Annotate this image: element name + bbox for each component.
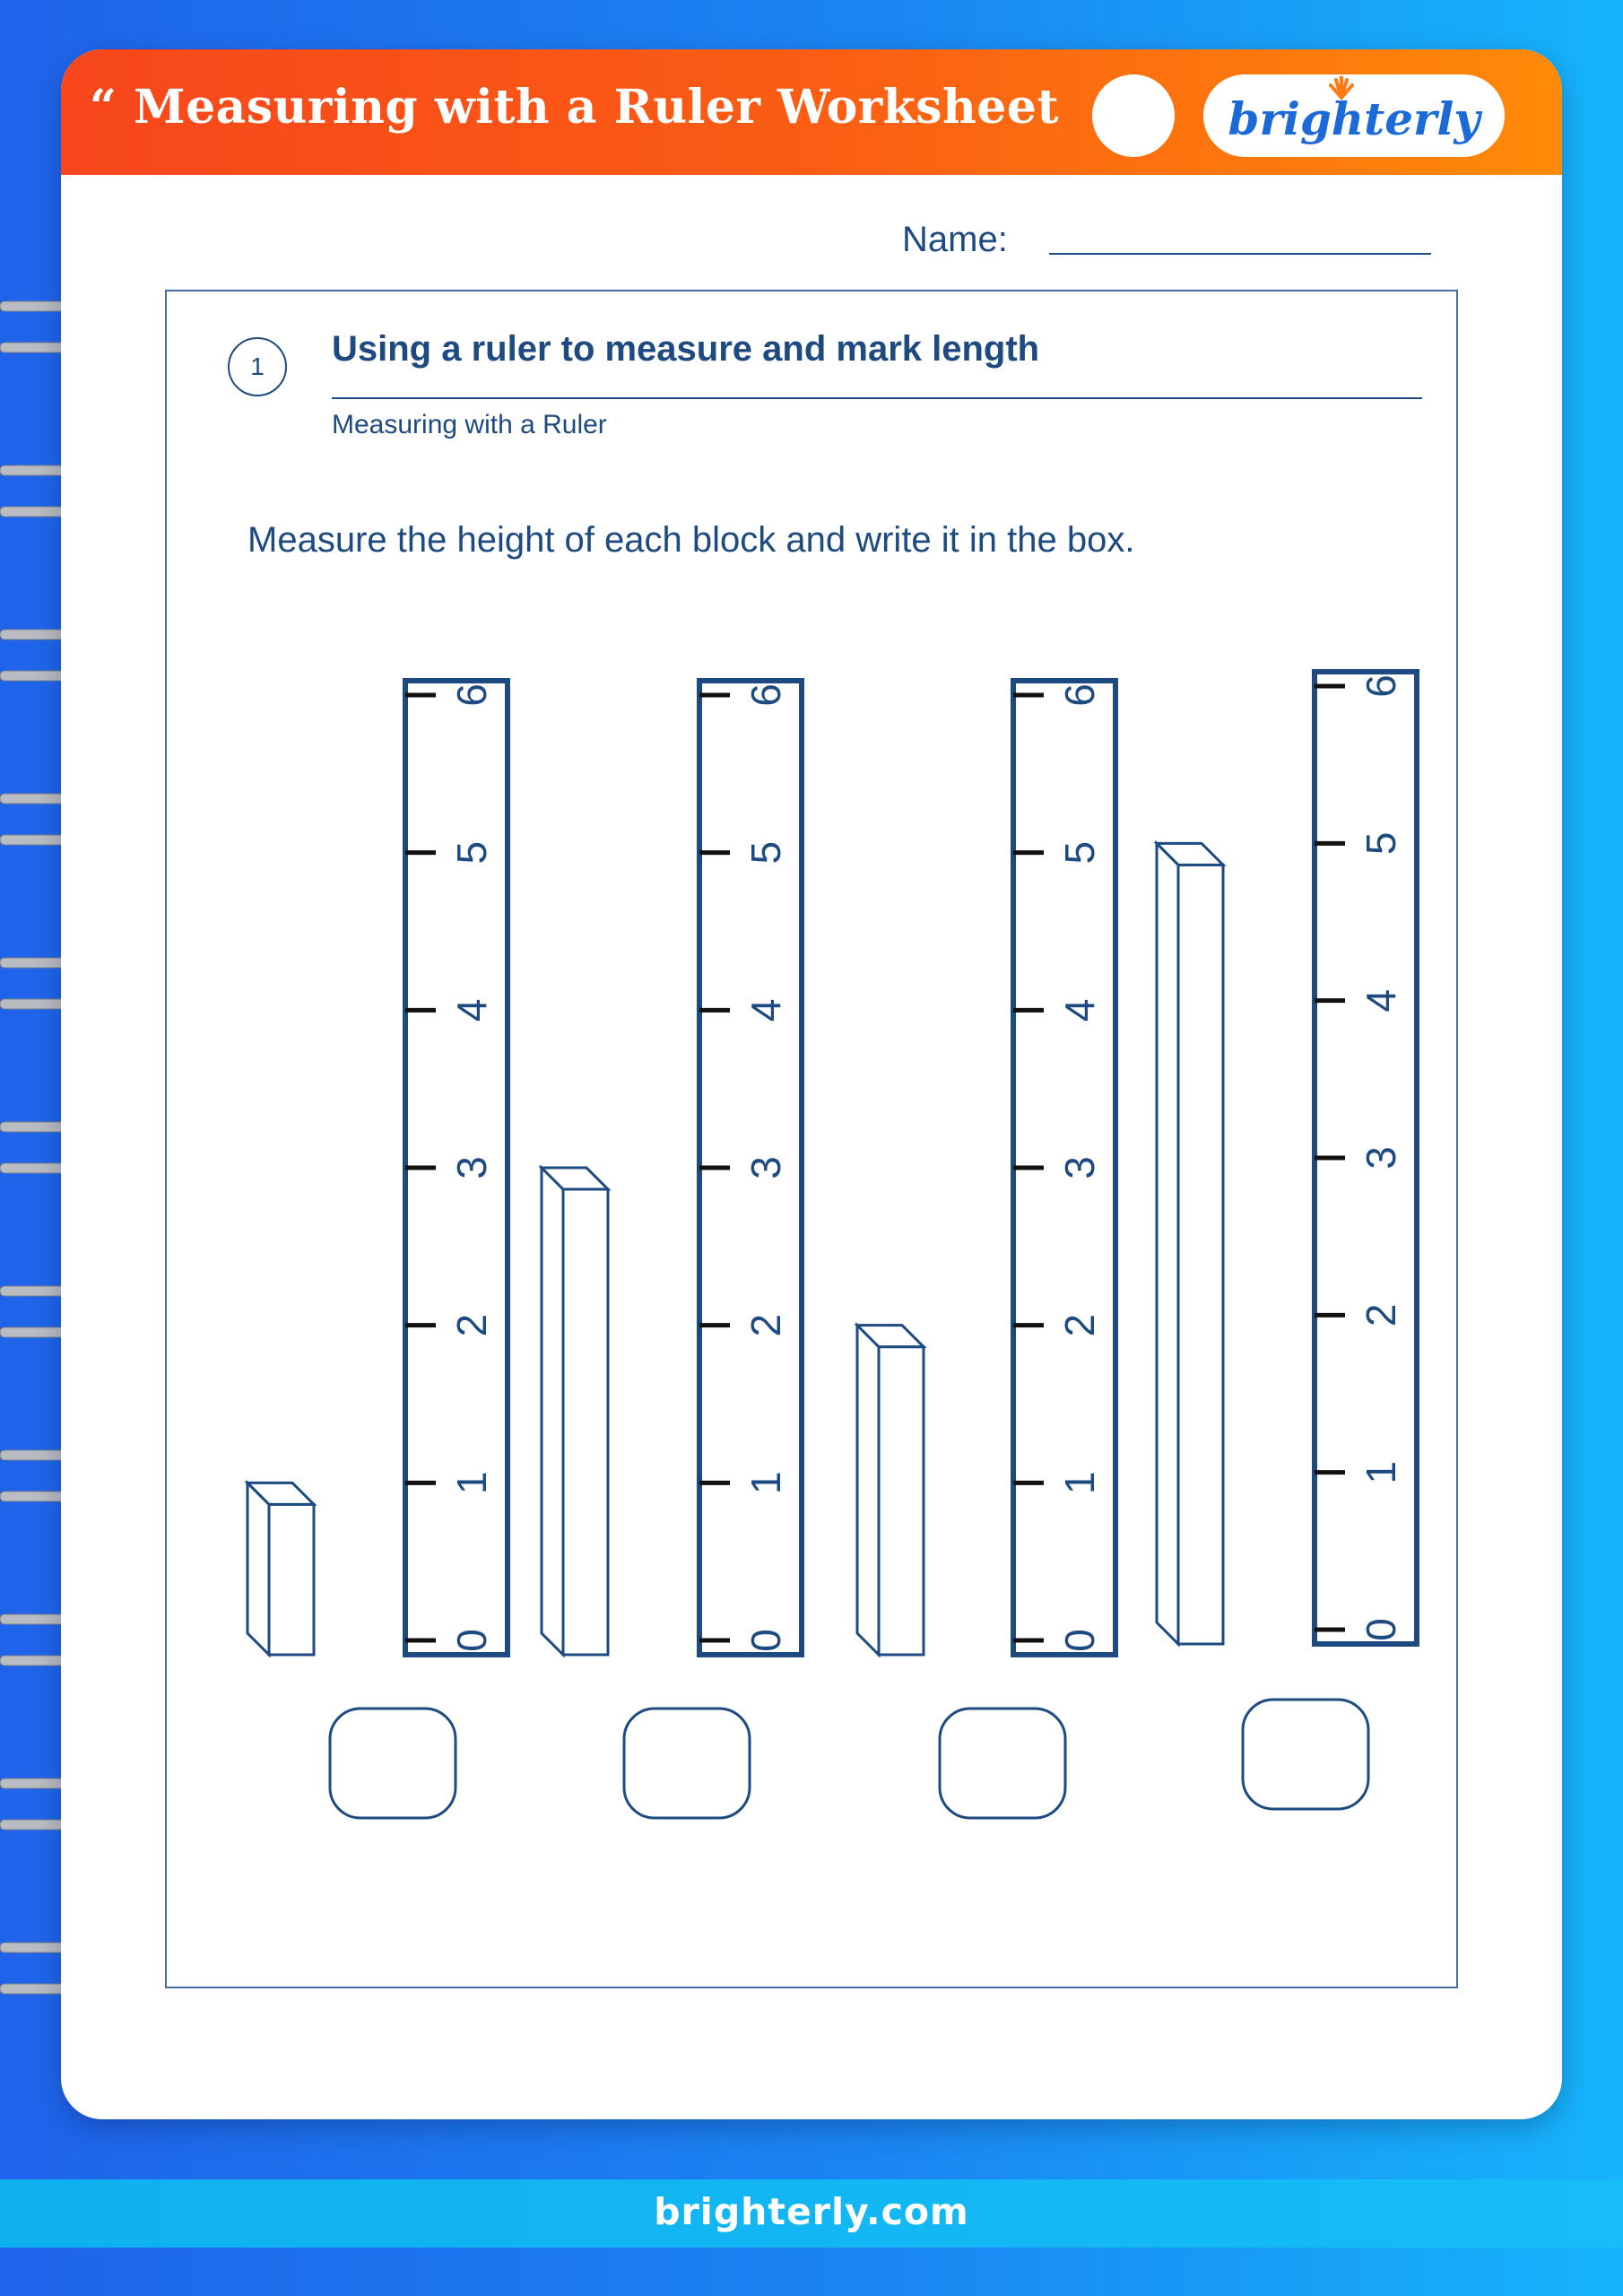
ruler-tick-label: 1 xyxy=(1358,1460,1404,1484)
ruler-tick-label: 0 xyxy=(1358,1618,1404,1641)
ruler-tick-label: 6 xyxy=(1358,674,1404,698)
ruler-tick-label: 1 xyxy=(742,1471,789,1495)
header-bar xyxy=(61,49,1562,175)
brand-logo[interactable] xyxy=(1203,74,1505,157)
header-circle xyxy=(1092,74,1175,157)
name-field[interactable] xyxy=(1049,253,1431,255)
ruler-tick-label: 1 xyxy=(448,1471,495,1495)
ruler-tick-label: 0 xyxy=(1056,1629,1103,1652)
block xyxy=(1157,843,1223,1644)
ruler-tick-label: 3 xyxy=(1056,1156,1103,1179)
ruler xyxy=(405,681,508,1655)
ruler-tick-label: 3 xyxy=(448,1156,495,1179)
ruler-tick-label: 4 xyxy=(1358,988,1404,1013)
ruler-tick-label: 1 xyxy=(1056,1471,1103,1495)
instruction-text: Measure the height of each block and write it in the box. xyxy=(247,520,1135,560)
logo-text: brighterly xyxy=(1228,92,1480,145)
ruler-tick-label: 2 xyxy=(1056,1313,1103,1337)
section-subtitle: Measuring with a Ruler xyxy=(332,410,607,439)
exercise-frame xyxy=(165,290,1458,1988)
ruler-tick-label: 4 xyxy=(742,998,789,1022)
ruler-tick-label: 5 xyxy=(1358,831,1404,856)
answer-box[interactable] xyxy=(624,1709,750,1818)
block xyxy=(857,1326,924,1655)
question-number: 1 xyxy=(228,337,287,396)
footer-url[interactable]: brighterly.com xyxy=(654,2190,969,2233)
block xyxy=(542,1168,608,1655)
ruler-tick-label: 0 xyxy=(448,1629,495,1652)
ruler-tick-label: 3 xyxy=(1358,1146,1404,1170)
ruler-tick-label: 4 xyxy=(1056,998,1103,1022)
answer-box[interactable] xyxy=(1243,1700,1368,1809)
ruler-tick-label: 6 xyxy=(742,683,789,707)
name-label: Name: xyxy=(902,220,1008,259)
section-title: Using a ruler to measure and mark length xyxy=(332,329,1040,369)
ruler xyxy=(1315,672,1417,1644)
page-title: “ Measuring with a Ruler Worksheet xyxy=(90,80,1059,135)
answer-box[interactable] xyxy=(330,1709,456,1818)
ruler-tick-label: 3 xyxy=(742,1156,789,1179)
rulers-and-blocks xyxy=(167,291,1460,1990)
ruler xyxy=(1013,681,1115,1655)
worksheet-card xyxy=(61,49,1562,2119)
ruler-tick-label: 6 xyxy=(1056,683,1103,707)
ruler-tick-label: 5 xyxy=(448,840,495,865)
ruler-tick-label: 2 xyxy=(1358,1303,1404,1327)
ruler-tick-label: 2 xyxy=(448,1313,495,1337)
ruler-tick-label: 2 xyxy=(742,1313,789,1337)
block xyxy=(247,1483,314,1655)
ruler-tick-label: 0 xyxy=(742,1629,789,1652)
ruler xyxy=(699,681,802,1655)
ruler-tick-label: 5 xyxy=(742,840,789,865)
ruler-tick-label: 4 xyxy=(448,998,495,1022)
answer-box[interactable] xyxy=(940,1709,1065,1818)
ruler-tick-label: 5 xyxy=(1056,840,1103,865)
ruler-tick-label: 6 xyxy=(448,683,495,707)
